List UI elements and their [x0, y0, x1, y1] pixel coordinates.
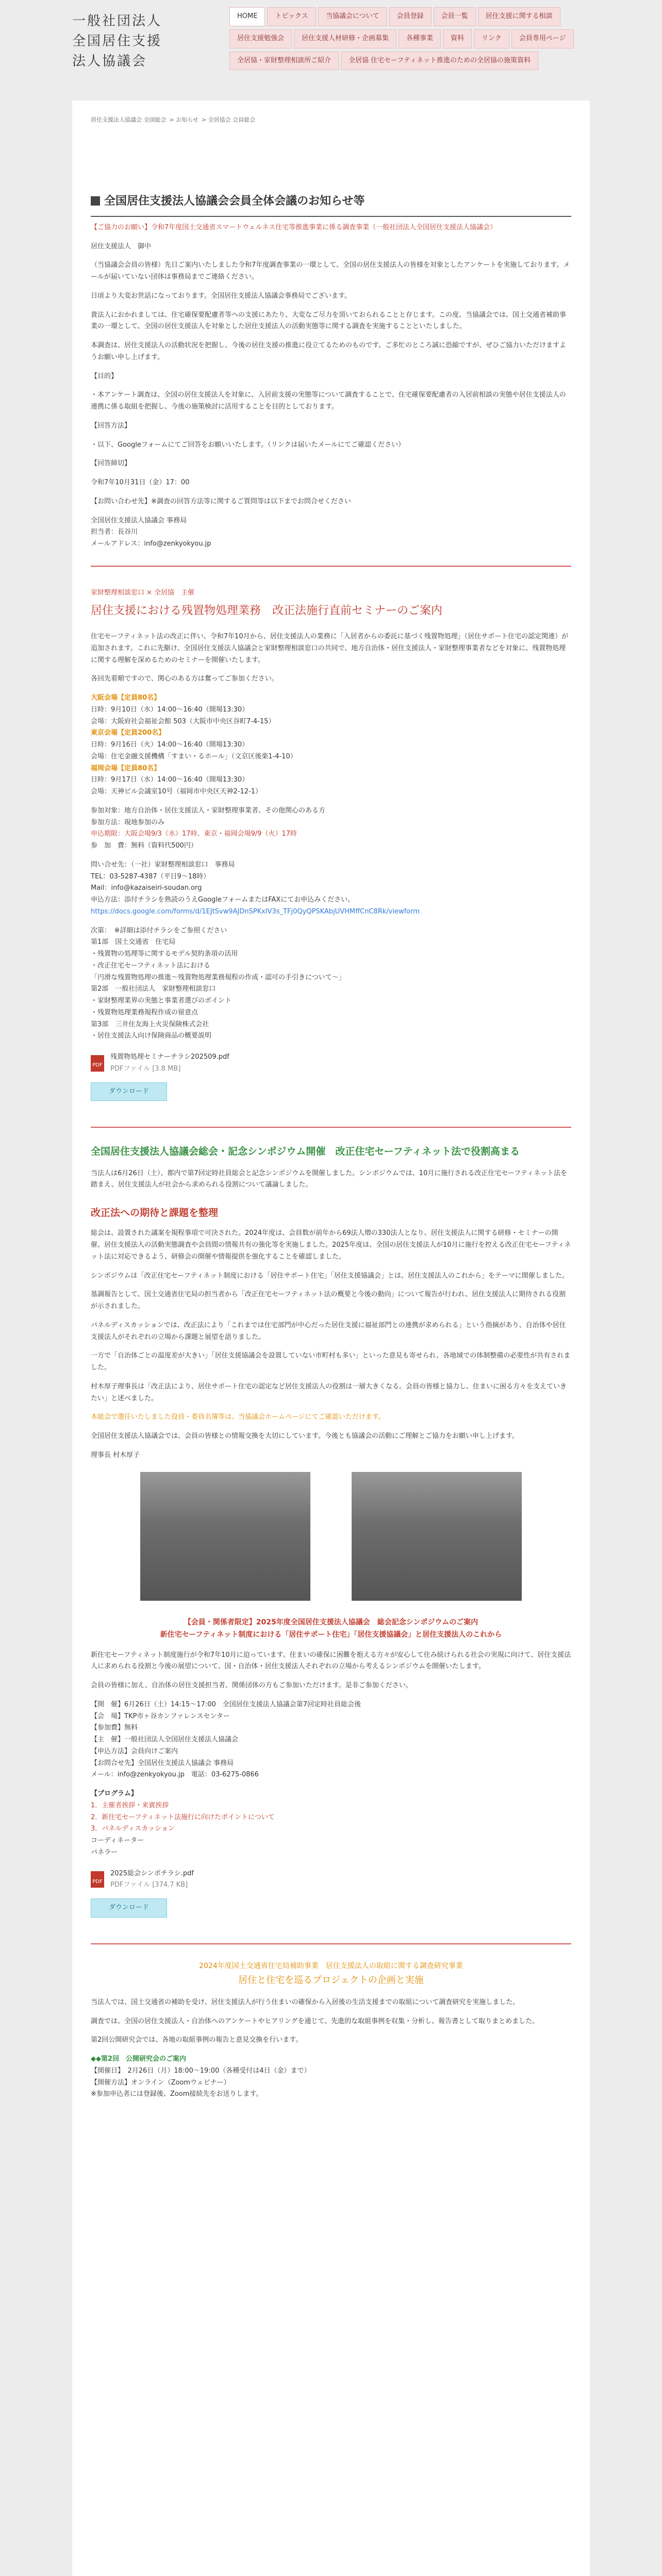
sympo-detail: 【会 場】TKP市ヶ谷カンファレンスセンター	[91, 1712, 230, 1720]
page-title	[91, 192, 571, 217]
nav-row	[229, 7, 590, 26]
venue-place: 会場：大阪府社会福祉会館 503（大阪市中央区谷町7-4-15）	[91, 717, 275, 725]
sympo-details	[91, 1699, 571, 1859]
nav-home[interactable]: HOME	[229, 7, 265, 26]
venue-date: 日時：9月17日（水）14:00〜16:40（開場13:30）	[91, 776, 249, 784]
meeting-detail: ※参加申込者には登録後、Zoom接続先をお送りします。	[91, 2090, 263, 2098]
sympo-subtitle: 新住宅セーフティネット制度における「居住サポート住宅」「居住支援協議会」と居住支援法人のこれから	[160, 1631, 502, 1639]
seminar-detail: 参加方法：現地参加のみ	[91, 818, 165, 826]
breadcrumb-item: 全居協会 会員総会	[208, 116, 256, 123]
report-text: 当法人は6月26日（土）、都内で第7回定時社員総会と記念シンポジウムを開催しました。シンポジウムでは、10月に施行される改正住宅セーフティネット法を踏まえ、居住支援法人が社会から求められる役割について議論しました。	[91, 1169, 568, 1189]
site-header	[0, 0, 662, 88]
research-text: 第2回公開研究会では、各地の取組事例の報告と意見交換を行います。	[91, 2036, 303, 2044]
sympo-detail: 【参加費】無料	[91, 1724, 138, 1732]
report-subtitle: 改正法への期待と課題を整理	[91, 1207, 219, 1218]
nav-row	[229, 29, 590, 48]
main-content	[72, 100, 590, 2576]
sympo-detail: 【申込方法】会員向けご案内	[91, 1747, 178, 1755]
venue-date: 日時：9月16日（火）14:00〜16:40（開場13:30）	[91, 741, 249, 749]
program-item: コーディネーター	[91, 1837, 144, 1844]
venue-heading: 東京会場【定員200名】	[91, 729, 166, 737]
program-item: ・家財整理業界の実態と事業者選びのポイント	[91, 997, 232, 1005]
notice-text: （当協議会会員の皆様）先日ご案内いたしました令和7年度調査事業の一環として、全国の居住支援法人の皆様を対象としたアンケートを実施しております。メールが届いていない団体は事務局までご連絡ください。	[91, 261, 570, 281]
sympo-detail: 【主 催】一般社団法人全国居住支援法人協議会	[91, 1736, 239, 1743]
program-item: 2．新住宅セーフティネット法施行に向けたポイントについて	[91, 1813, 275, 1821]
report-text: シンポジウムは「改正住宅セーフティネット制度における「居住サポート住宅」「居住支援協議会」とは、居住支援法人のこれから」をテーマに開催しました。	[91, 1272, 569, 1280]
sympo-detail: 【お問合せ先】全国居住支援法人協議会 事務局	[91, 1759, 234, 1767]
venue-place: 会場：天神ビル会議室10号（福岡市中央区天神2-12-1）	[91, 788, 262, 795]
notice-label: 【回答締切】	[91, 460, 131, 468]
sympo-title: 【会員・関係者限定】2025年度全国居住支援法人協議会 総会記念シンポジウムのご案内	[184, 1618, 478, 1626]
program-item: パネラー	[91, 1848, 118, 1856]
program-label: 次第： ※詳細は添付チラシをご参照ください	[91, 926, 227, 935]
nav-topics[interactable]: トピックス	[267, 7, 316, 26]
notice-text: 貴法人におかれましては、住宅確保要配慮者等への支援にあたり、大変なご尽力を頂いておられることと存じます。この度、当協議会では、国土交通省補助事業の一環として、全国の居住支援法人を対象とした居住支援法人の活動実態等に関する調査を実施することといたしました。	[91, 311, 566, 331]
notice-text: ・以下、Googleフォームにてご回答をお願いいたします。（リンクは届いたメールにてご確認ください）	[91, 440, 405, 449]
nav-members[interactable]: 会員一覧	[434, 7, 476, 26]
program-item: ・残置物の処理等に関するモデル契約条項の活用	[91, 950, 238, 958]
seminar-detail: 参加対象：地方自治体・居住支援法人・家財整理事業者、その他関心のある方	[91, 806, 326, 815]
sympo-text: 新住宅セーフティネット制度施行が令和7年10月に迫っています。住まいの確保に困難を抱える方々が安心して住み続けられる社会の実現に向けて、居住支援法人に求められる役割と今後の展望について、国・自治体・居住支援法人それぞれの立場から考えるシンポジウムを開催いたします。	[91, 1651, 571, 1671]
notice-text: 日頃より大変お世話になっております。全国居住支援法人協議会事務局でございます。	[91, 292, 351, 300]
section-label: 家財整理相談窓口 × 全居協 主催	[91, 588, 195, 597]
program-item: ・改正住宅セーフティネット法における	[91, 961, 210, 970]
site-logo[interactable]	[72, 11, 162, 72]
venue-heading: 大阪会場【定員80名】	[91, 694, 161, 702]
seminar-intro: 住宅セーフティネット法の改正に伴い、令和7年10月から、居住支援法人の業務に「入居者からの委託に基づく残置物処理」（居住サポート住宅の認定関連）が追加されます。これに先駆け、全国居住支援法人協議会と家財整理相談窓口の共同で、地方自治体・居住支援法人・家財整理事業者などを対象に、残置物処理に関する理解を深めるためのセミナーを開催いたします。	[91, 633, 569, 664]
program-item: ・残置物処理業務規程作成の留意点	[91, 1008, 198, 1016]
breadcrumb-item[interactable]: 居住支援法人協議会 全国総会	[91, 116, 167, 123]
program-item: 第2部 一般社団法人 家財整理相談窓口	[91, 985, 216, 993]
photo-gallery	[91, 1472, 571, 1601]
notice-label: 【お問い合わせ先】※調査の回答方法等に関するご質問等は以下までお問合せください	[91, 497, 351, 505]
research-text: 調査では、全国の居住支援法人・自治体へのアンケートやヒアリングを通じて、先進的な取組事例を収集・分析し、報告書として取りまとめました。	[91, 2017, 539, 2025]
research-subtitle: 居住と住宅を巡るプロジェクトの企画と実施	[238, 1975, 424, 1986]
nav-safetynet[interactable]: 全居協 住宅セーフティネット推進のための全居協の施策資料	[341, 52, 538, 71]
download-button[interactable]: ダウンロード	[91, 1082, 167, 1101]
nav-kazai[interactable]: 全居協・家財整理相談所ご紹介	[229, 52, 339, 71]
section-divider	[91, 1127, 571, 1128]
sympo-detail: メール：info@zenkyokyou.jp 電話：03-6275-0866	[91, 1771, 259, 1779]
pdf-attachment[interactable]	[91, 1052, 571, 1075]
program-item: 1．主催者挨拶・来賓挨拶	[91, 1801, 169, 1809]
report-text: 村木厚子理事長は「改正法により、居住サポート住宅の認定など居住支援法人の役割は一層大きくなる。会員の皆様と協力し、住まいに困る方々を支えていきたい」と述べました。	[91, 1382, 567, 1402]
program-item: ・居住支援法人向け保険商品の概要説明	[91, 1032, 212, 1040]
pdf-name[interactable]: 残置物処理セミナーチラシ202509.pdf	[110, 1053, 229, 1061]
notice-deadline: 令和7年10月31日（金）17：00	[91, 479, 190, 486]
seminar-contact: 問い合せ先：（一社）家財整理相談窓口 事務局	[91, 860, 235, 869]
seminar-deadline: 申込期限：大阪会場9/3（水）17時、東京・福岡会場9/9（火）17時	[91, 830, 297, 838]
program-item: 第1部 国土交通省 住宅局	[91, 938, 176, 946]
download-button[interactable]: ダウンロード	[91, 1899, 167, 1918]
venue-date: 日時：9月10日（水）14:00〜16:40（開場13:30）	[91, 705, 249, 714]
seminar-detail: 参 加 費：無料（資料代500円）	[91, 842, 197, 850]
meeting-detail: 【開催日】 2月26日（月）18:00〜19:00（各種受付は4日（金）まで）	[91, 2066, 311, 2075]
breadcrumb: 居住支援法人協議会 全国総会 > お知らせ > 全居協会 会員総会	[91, 116, 256, 123]
program-item: 3．パネルディスカッション	[91, 1825, 175, 1833]
program-item: 「円滑な残置物処理の推進〜残置物処理業務規程の作成・認可の手引きについて〜」	[91, 973, 345, 981]
event-photo	[140, 1472, 310, 1601]
nav-documents[interactable]: 資料	[443, 29, 472, 48]
report-notice: 本総会で選任いたしました役員・委員名簿等は、当協議会ホームページにてご確認いただけます。	[91, 1413, 385, 1421]
seminar-contact: Mail：info@kazaiseiri-soudan.org	[91, 884, 202, 892]
nav-projects[interactable]: 各種事業	[399, 29, 441, 48]
global-nav	[229, 7, 590, 73]
seminar-contact: TEL：03-5287-4387（平日9〜18時）	[91, 872, 210, 880]
report-text: パネルディスカッションでは、改正法により「これまでは住宅部門が中心だった居住支援に福祉部門との連携が求められる」という指摘があり、自治体や居住支援法人がそれぞれの立場から課題と展望を語りました。	[91, 1321, 566, 1341]
report-text: 一方で「自治体ごとの温度差が大きい」「居住支援協議会を設置していない市町村も多い」といった意見も寄せられ、各地域での体制整備の必要性が共有されました。	[91, 1352, 571, 1371]
page-title-text: 全国居住支援法人協議会会員全体会議のお知らせ等	[104, 195, 365, 208]
logo-line: 一般社団法人	[72, 13, 162, 29]
form-link[interactable]: https://docs.google.com/forms/d/1EJtSvw9AJDnSPKxIV3s_TFj0QyQPSKAbjUVHMffCnC8Rk/viewform	[91, 907, 420, 916]
research-title: 2024年度国土交通省住宅局補助事業 居住支援法人の取組に関する調査研究事業	[199, 1961, 463, 1970]
nav-about[interactable]: 当協議会について	[318, 7, 387, 26]
nav-consult[interactable]: 居住支援に関する相談	[478, 7, 560, 26]
pdf-name[interactable]: 2025総会シンポチラシ.pdf	[110, 1869, 194, 1877]
section-divider	[91, 566, 571, 567]
nav-links[interactable]: リンク	[474, 29, 509, 48]
nav-study[interactable]: 居住支援勉強会	[229, 29, 292, 48]
seminar-contact: 申込方法：添付チラシを熟読のうえGoogleフォームまたはFAXにてお申込みください。	[91, 896, 355, 904]
pdf-attachment[interactable]	[91, 1868, 571, 1892]
notice-label: 【回答方法】	[91, 421, 131, 430]
pdf-size: PDFファイル [374.7 KB]	[110, 1881, 188, 1889]
venue-place: 会場：住宅金融支援機構「すまい・るホール」（文京区後楽1-4-10）	[91, 752, 297, 760]
research-text: 当法人では、国土交通省の補助を受け、居住支援法人が行う住まいの確保から入居後の生活支援までの取組について調査研究を実施しました。	[91, 1998, 520, 2006]
report-signature: 理事長 村木厚子	[91, 1451, 140, 1459]
contact-text: 担当者：長谷川	[91, 528, 138, 536]
notice-text: ・本アンケート調査は、全国の居住支援法人を対象に、入居前支援の実態等について調査することで、住宅確保要配慮者の入居前相談の実態や居住支援法人の連携に係る取組を把握し、今後の施策検討に活用することを目的としております。	[91, 391, 566, 411]
section-divider	[91, 1943, 571, 1944]
pdf-icon: PDF	[91, 1055, 104, 1072]
nav-member-page[interactable]: 会員専用ページ	[511, 29, 574, 48]
notice-intro: 【ご協力のお願い】令和7年度国土交通省スマートウェルネス住宅等推進事業に係る調査事業（一般社団法人全国居住支援法人協議会）	[91, 223, 497, 231]
report-text: 全国居住支援法人協議会では、会員の皆様との情報交換を大切にしています。今後とも協議会の活動にご理解とご協力をお願い申し上げます。	[91, 1432, 519, 1440]
sympo-text: 会員の皆様に加え、自治体の居住支援担当者、関係団体の方もご参加いただけます。是非ご参加ください。	[91, 1682, 412, 1689]
contact-text: 全国居住支援法人協議会 事務局	[91, 516, 187, 524]
meeting-heading: ◆◆第2回 公開研究会のご案内	[91, 2055, 187, 2063]
notice-text: 本調査は、居住支援法人の活動状況を把握し、今後の居住支援の推進に役立てるためのものです。ご多忙のところ誠に恐縮ですが、ぜひご協力いただけますようお願い申し上げます。	[91, 342, 566, 361]
nav-row	[229, 52, 590, 71]
logo-line: 全国居住支援	[72, 33, 162, 49]
venue-heading: 福岡会場【定員80名】	[91, 764, 161, 772]
report-text: 総会は、設置された議案を規程事項で可決された。2024年度は、会員数が前年から69法人増の330法人となり、居住支援法人に関する研修・セミナーの開催、居住支援法人の活動実態調査や会員間の情報共有の強化等を実施しました。2025年度は、全国の居住支援法人が10月に施行を控える改正住宅セーフティネット法に対応できるよう、研修会の開催や情報提供を強化することを確認しました。	[91, 1229, 571, 1261]
pdf-size: PDFファイル [3.8 MB]	[110, 1064, 181, 1073]
notice-label: 【目的】	[91, 372, 118, 380]
seminar-intro: 各回先着順ですので、関心のある方は奮ってご参加ください。	[91, 675, 278, 683]
report-text: 基調報告として、国土交通省住宅局の担当者から「改正住宅セーフティネット法の概要と今後の動向」について報告が行われ、居住支援法人に期待される役割が示されました。	[91, 1291, 566, 1310]
nav-register[interactable]: 会員登録	[389, 7, 432, 26]
program-heading: 【プログラム】	[91, 1790, 138, 1798]
meeting-detail: 【開催方法】オンライン（Zoomウェビナー）	[91, 2078, 230, 2087]
square-bullet-icon	[91, 196, 100, 206]
breadcrumb-item[interactable]: お知らせ	[176, 116, 198, 123]
contact-text: メールアドレス：info@zenkyokyou.jp	[91, 540, 211, 548]
notice-text: 居住支援法人 御中	[91, 242, 152, 250]
report-title: 全国居住支援法人協議会総会・記念シンポジウム開催 改正住宅セーフティネット法で役割高まる	[91, 1146, 520, 1158]
program-item: 第3部 三井住友海上火災保険株式会社	[91, 1020, 209, 1028]
pdf-icon: PDF	[91, 1871, 104, 1888]
logo-line: 法人協議会	[72, 54, 147, 69]
event-photo	[352, 1472, 522, 1601]
nav-training[interactable]: 居住支援人材研修・企画募集	[294, 29, 396, 48]
sympo-detail: 【開 催】6月26日（土）14:15〜17:00 全国居住支援法人協議会第7回定時社員総会後	[91, 1700, 361, 1708]
section-title: 居住支援における残置物処理業務 改正法施行直前セミナーのご案内	[91, 604, 443, 617]
